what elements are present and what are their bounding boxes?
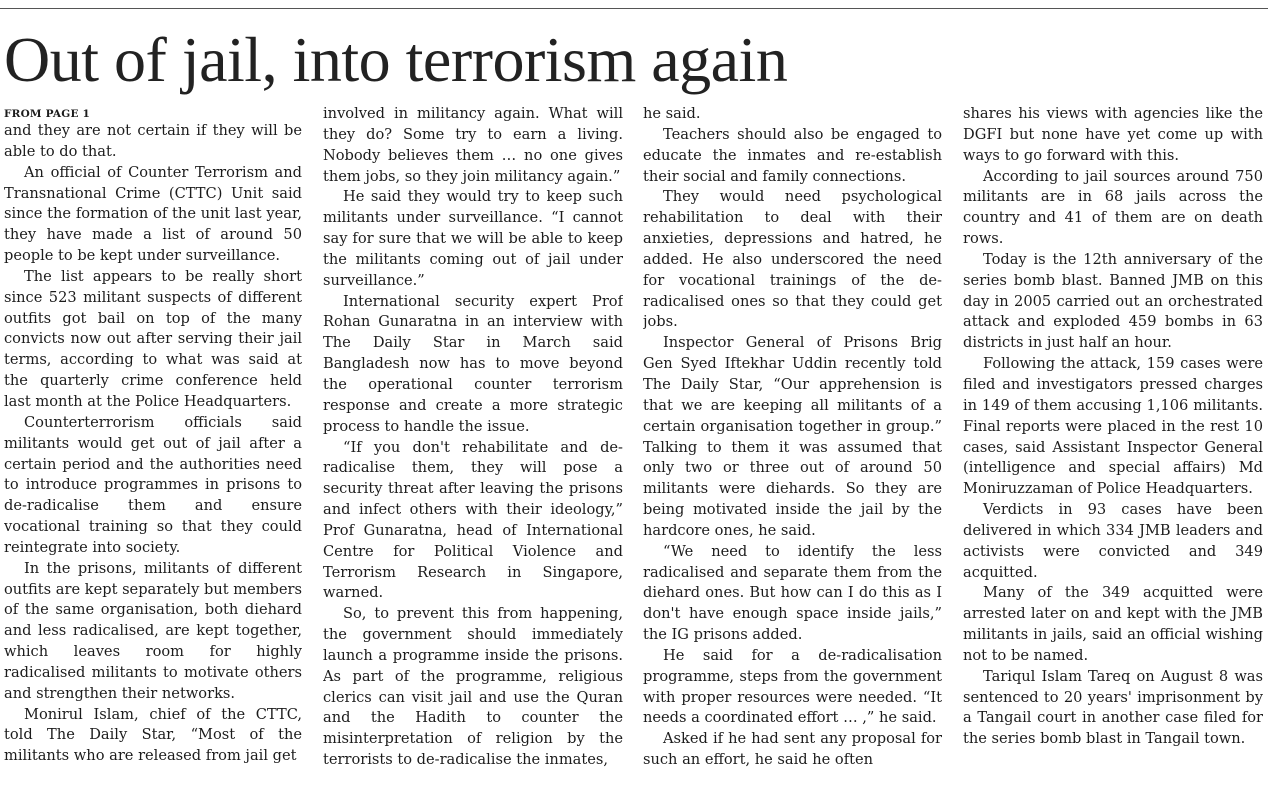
- article-column-4: [963, 104, 1263, 789]
- paragraph: shares his views with agencies like the DGFI but none have yet come up with ways to go forward with this.: [963, 105, 1263, 164]
- paragraph: Verdicts in 93 cases have been delivered in which 334 JMB leaders and activists were convicted and 349 acquitted.: [963, 501, 1263, 581]
- article-column-3: [643, 104, 942, 789]
- paragraph: In the prisons, militants of different outfits are kept separately but members of the same organisation, both diehard and less radicalised, are kept together, which leaves room for highly radicalised militants to motivate others and strengthen their networks.: [4, 559, 302, 702]
- paragraph: Today is the 12th anniversary of the series bomb blast. Banned JMB on this day in 2005 carried out an orchestrated attack and exploded 459 bombs in 63 districts in just half an hour.: [963, 250, 1263, 352]
- paragraph: They would need psychological rehabilitation to deal with their anxieties, depressions and hatred, he added. He also underscored the need for vocational trainings of the de-radicalised ones so that they could get jobs.: [643, 188, 942, 331]
- article-column-2: [323, 104, 623, 789]
- top-rule: [0, 8, 1268, 9]
- article-column-1: [4, 104, 302, 789]
- paragraph: He said they would try to keep such militants under surveillance. “I cannot say for sure that we will be able to keep the militants coming out of jail under surveillance.”: [323, 188, 623, 289]
- paragraph: Monirul Islam, chief of the CTTC, told The Daily Star, “Most of the militants who are released from jail get: [4, 705, 302, 765]
- paragraph: he said.: [643, 105, 701, 122]
- paragraph: Following the attack, 159 cases were filed and investigators pressed charges in 149 of them accusing 1,106 militants. Final reports were placed in the rest 10 cases, said Assistant Inspector General (intelligence and special affairs) Md Moniruzzaman of Police Headquarters.: [963, 355, 1263, 498]
- paragraph: According to jail sources around 750 militants are in 68 jails across the country and 41 of them are on death rows.: [963, 167, 1263, 248]
- headline: Out of jail, into terrorism again: [4, 24, 788, 95]
- paragraph: The list appears to be really short since 523 militant suspects of different outfits got bail on top of the many convicts now out after serving their jail terms, according to what was said at the quarterly crime conference held last month at the Police Headquarters.: [4, 267, 302, 410]
- paragraph: Inspector General of Prisons Brig Gen Syed Iftekhar Uddin recently told The Daily Star, “Our apprehension is that we are keeping all militants of a certain organisation together in group.” Talking to them it was assumed that only two or three out of around 50 militants were diehards. So they are being motivated inside the jail by the hardcore ones, he said.: [643, 334, 942, 539]
- paragraph: International security expert Prof Rohan Gunaratna in an interview with The Daily Star in March said Bangladesh now has to move beyond the operational counter terrorism response and create a more strategic process to handle the issue.: [323, 292, 623, 435]
- paragraph: “If you don't rehabilitate and de-radicalise them, they will pose a security threat after leaving the prisons and infect others with their ideology,” Prof Gunaratna, head of International Centre for Political Violence and Terrorism Research in Singapore, warned.: [323, 438, 623, 602]
- paragraph: “We need to identify the less radicalised and separate them from the diehard ones. But how can I do this as I don't have enough space inside jails,” the IG prisons added.: [643, 542, 942, 644]
- paragraph: He said for a de-radicalisation programme, steps from the government with proper resources were needed. “It needs a coordinated effort … ,” he said.: [643, 646, 942, 727]
- paragraph: Tariqul Islam Tareq on August 8 was sentenced to 20 years' imprisonment by a Tangail court in another case filed for the series bomb blast in Tangail town.: [963, 667, 1263, 748]
- paragraph: So, to prevent this from happening, the government should immediately launch a programme inside the prisons. As part of the programme, religious clerics can visit jail and use the Quran and the Hadith to counter the misinterpretation of religion by the terrorists to de-radicalise the inmates,: [323, 605, 623, 769]
- jump-label: FROM PAGE 1: [4, 108, 91, 120]
- paragraph: An official of Counter Terrorism and Transnational Crime (CTTC) Unit said since the formation of the unit last year, they have made a list of around 50 people to be kept under surveillance.: [4, 163, 302, 265]
- paragraph: and they are not certain if they will be able to do that.: [4, 122, 302, 160]
- paragraph: Many of the 349 acquitted were arrested later on and kept with the JMB militants in jails, said an official wishing not to be named.: [963, 584, 1263, 664]
- paragraph: Teachers should also be engaged to educate the inmates and re-establish their social and family connections.: [643, 125, 942, 185]
- paragraph: Asked if he had sent any proposal for such an effort, he said he often: [643, 730, 942, 769]
- paragraph: Counterterrorism officials said militants would get out of jail after a certain period and the authorities need to introduce programmes in prisons to de-radicalise them and ensure vocational training so that they could reintegrate into society.: [4, 413, 302, 556]
- paragraph: involved in militancy again. What will they do? Some try to earn a living. Nobody believes them … no one gives them jobs, so they join militancy again.”: [323, 105, 623, 185]
